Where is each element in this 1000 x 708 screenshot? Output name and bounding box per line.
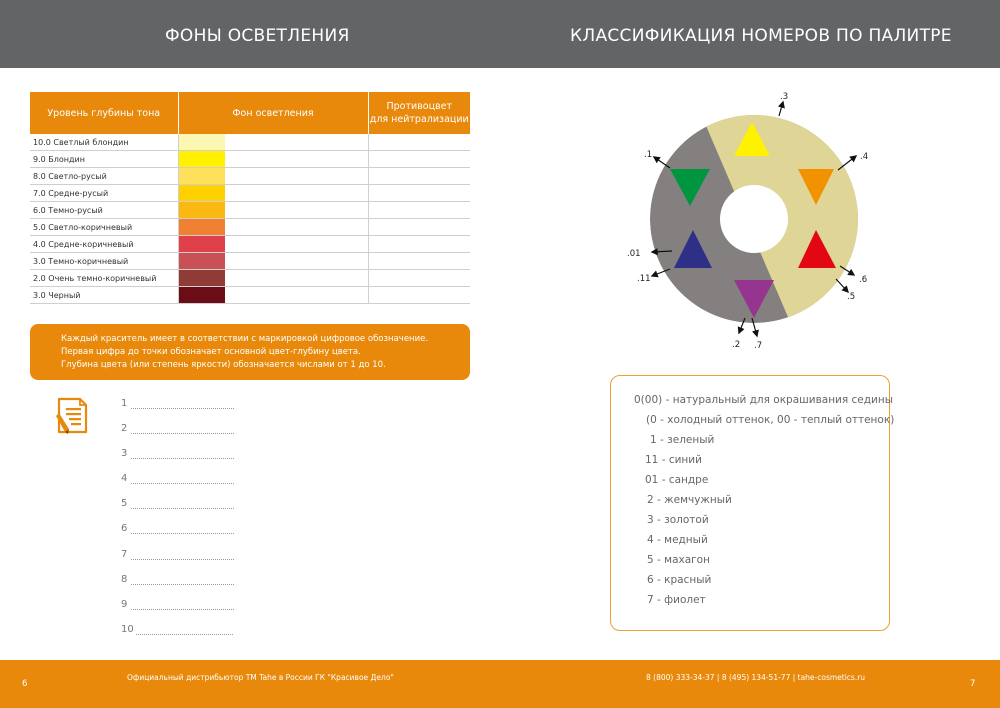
tone-level-cell: 4.0 Средне-коричневый — [30, 236, 178, 253]
lightening-background-cell — [178, 236, 368, 253]
color-swatch — [179, 134, 225, 150]
contacts-text: 8 (800) 333-34-37 | 8 (495) 134-51-77 | tahe-cosmetics.ru — [646, 673, 866, 682]
notepad-pencil-icon — [55, 396, 89, 436]
table-row — [30, 287, 470, 304]
neutralizer-cell — [368, 202, 470, 219]
color-swatch — [179, 236, 225, 252]
neutralizer-cell — [368, 185, 470, 202]
wheel-label-6: .6 — [859, 275, 868, 285]
table-row — [30, 168, 470, 185]
neutralizer-cell — [368, 219, 470, 236]
wheel-label-5: .5 — [847, 292, 856, 302]
note-line[interactable]: 3 — [121, 448, 234, 473]
info-line: Глубина цвета (или степень яркости) обозначается числами от 1 до 10. — [61, 360, 386, 370]
footer — [0, 660, 1000, 708]
left-page-title: ФОНЫ ОСВЕТЛЕНИЯ — [165, 26, 350, 46]
legend-item: 4 - медный — [647, 534, 708, 546]
info-line: Каждый краситель имеет в соответствии с маркировкой цифровое обозначение. — [61, 334, 429, 344]
wheel-label-11: .11 — [637, 274, 651, 284]
note-line[interactable]: 10 — [121, 624, 234, 649]
wheel-label-1: .1 — [644, 150, 653, 160]
tone-level-cell: 6.0 Темно-русый — [30, 202, 178, 219]
color-swatch — [179, 270, 225, 286]
note-line[interactable]: 2 — [121, 423, 234, 448]
color-swatch — [179, 185, 225, 201]
lightening-background-cell — [178, 202, 368, 219]
neutralizer-cell — [368, 236, 470, 253]
legend-item: 5 - махагон — [647, 554, 710, 566]
lightening-background-cell — [178, 219, 368, 236]
wheel-label-7: .7 — [754, 341, 763, 351]
neutralizer-cell — [368, 134, 470, 151]
lightening-background-cell — [178, 151, 368, 168]
table-row — [30, 202, 470, 219]
color-swatch — [179, 219, 225, 235]
column-header-tone-level: Уровень глубины тона — [30, 92, 178, 134]
notes-list — [121, 398, 234, 649]
tone-level-cell: 9.0 Блондин — [30, 151, 178, 168]
tone-level-cell: 8.0 Светло-русый — [30, 168, 178, 185]
wheel-center-hole — [720, 185, 788, 253]
palette-legend-box — [610, 375, 895, 631]
wheel-label-2: .2 — [732, 340, 741, 350]
note-line[interactable]: 1 — [121, 398, 234, 423]
note-line[interactable]: 4 — [121, 473, 234, 498]
note-line[interactable]: 9 — [121, 599, 234, 624]
legend-item: 6 - красный — [647, 574, 712, 586]
lightening-background-cell — [178, 134, 368, 151]
legend-item: 0(00) - натуральный для окрашивания седины — [634, 394, 894, 406]
note-line[interactable]: 6 — [121, 523, 234, 548]
tone-level-cell: 3.0 Темно-коричневый — [30, 253, 178, 270]
legend-item: 11 - синий — [645, 454, 702, 466]
table-row — [30, 253, 470, 270]
top-bar — [0, 0, 1000, 68]
wheel-label-01: .01 — [627, 249, 641, 259]
distributor-text: Официальный дистрибьютор ТМ Tahe в России ГК "Красивое Дело" — [127, 673, 394, 682]
lightening-background-cell — [178, 287, 368, 304]
table-row — [30, 219, 470, 236]
color-swatch — [179, 202, 225, 218]
lightening-background-cell — [178, 253, 368, 270]
legend-item: 1 - зеленый — [650, 434, 715, 446]
page-number-left: 6 — [22, 679, 28, 689]
legend-item: 7 - фиолет — [647, 594, 706, 606]
table-row — [30, 185, 470, 202]
wheel-label-4: .4 — [860, 152, 869, 162]
table-row — [30, 270, 470, 287]
tone-level-cell: 5.0 Светло-коричневый — [30, 219, 178, 236]
info-line: Первая цифра до точки обозначает основной цвет-глубину цвета. — [61, 347, 361, 357]
right-page-title: КЛАССИФИКАЦИЯ НОМЕРОВ ПО ПАЛИТРЕ — [570, 26, 952, 46]
neutralizer-cell — [368, 168, 470, 185]
color-swatch — [179, 168, 225, 184]
note-line[interactable]: 5 — [121, 498, 234, 523]
color-swatch — [179, 287, 225, 303]
lightening-background-cell — [178, 185, 368, 202]
legend-item: 01 - сандре — [645, 474, 709, 486]
column-header-lightening-background: Фон осветления — [178, 92, 368, 134]
neutralizer-cell — [368, 270, 470, 287]
arrow-5 — [836, 279, 848, 292]
table-row — [30, 236, 470, 253]
arrow-3 — [779, 102, 783, 116]
neutralizer-cell — [368, 287, 470, 304]
lightening-background-cell — [178, 270, 368, 287]
tone-level-cell: 7.0 Средне-русый — [30, 185, 178, 202]
tone-level-cell: 10.0 Светлый блондин — [30, 134, 178, 151]
page-number-right: 7 — [970, 679, 976, 689]
legend-item: 3 - золотой — [647, 514, 709, 526]
table-row — [30, 134, 470, 151]
column-header-neutralizer: Противоцвет для нейтрализации — [368, 92, 470, 134]
table-row — [30, 151, 470, 168]
color-swatch — [179, 253, 225, 269]
info-box — [30, 324, 470, 380]
lightening-background-cell — [178, 168, 368, 185]
neutralizer-cell — [368, 151, 470, 168]
tone-level-cell: 3.0 Черный — [30, 287, 178, 304]
legend-item: (0 - холодный оттенок, 00 - теплый оттенок) — [646, 414, 895, 426]
color-wheel — [600, 80, 900, 360]
lightening-background-table — [30, 92, 470, 304]
neutralizer-cell — [368, 253, 470, 270]
legend-item: 2 - жемчужный — [647, 494, 732, 506]
tone-level-cell: 2.0 Очень темно-коричневый — [30, 270, 178, 287]
note-line[interactable]: 8 — [121, 574, 234, 599]
wheel-label-3: .3 — [780, 92, 789, 102]
color-swatch — [179, 151, 225, 167]
note-line[interactable]: 7 — [121, 549, 234, 574]
